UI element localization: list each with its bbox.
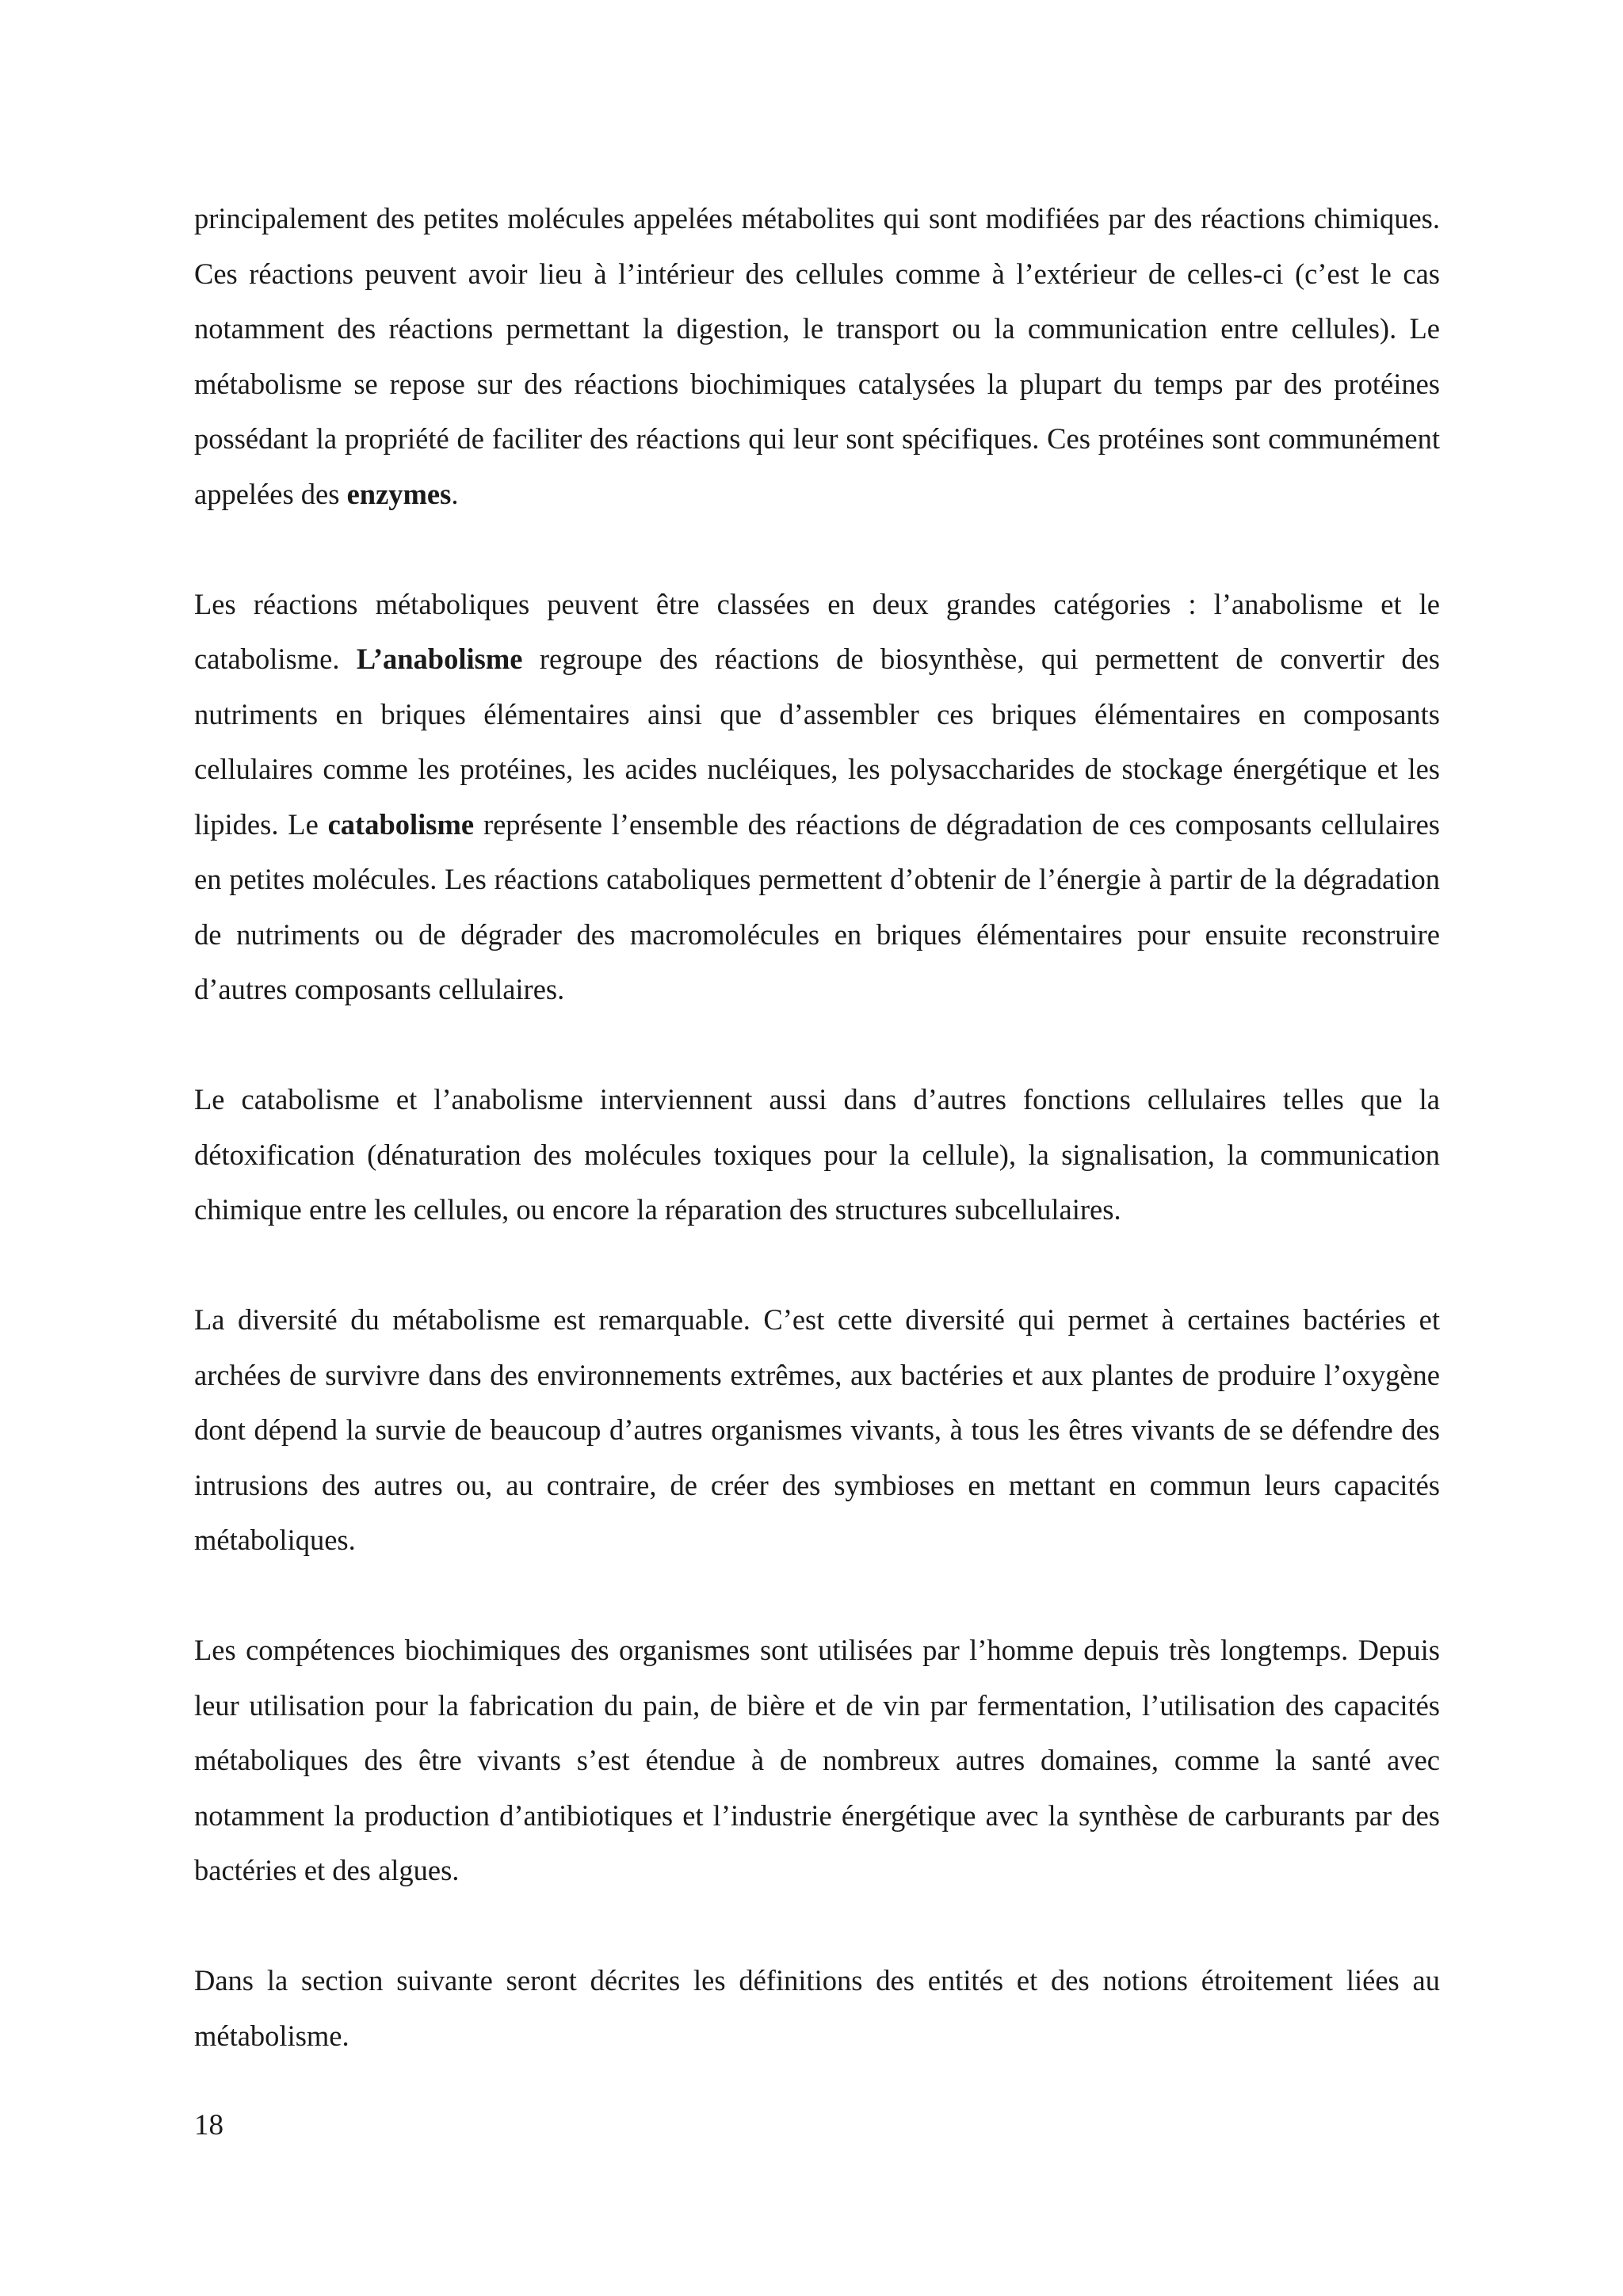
text-run: Les réactions métaboliques peuvent être classées en deux grandes catégories : l’anabolisme et le catabolisme. (194, 587, 1440, 675)
text-run: Dans la section suivante seront décrites les définitions des entités et des notions étroitement liées au métabolisme. (194, 1964, 1440, 2052)
paragraph-next-section (194, 1953, 1440, 2063)
text-run: La diversité du métabolisme est remarquable. C’est cette diversité qui permet à certaines bactéries et archées de survivre dans des environnements extrêmes, aux bactéries et aux plantes de produire l’oxygène dont dépend la survie de beaucoup d’autres organismes vivants, à tous les êtres vivants de se défendre des intrusions des autres ou, au contraire, de créer des symbioses en mettant en commun leurs capacités métaboliques. (194, 1303, 1440, 1556)
text-run: regroupe des réactions de biosynthèse, qui permettent de convertir des nutriments en briques élémentaires ainsi que d’assembler ces briques élémentaires en composants cellulaires comme les protéines, les acides nucléiques, les polysaccharides de stockage énergétique et les lipides. Le (194, 643, 1440, 841)
text-run: Les compétences biochimiques des organismes sont utilisées par l’homme depuis très longtemps. Depuis leur utilisation pour la fabrication du pain, de bière et de vin par fermentation, l’utilisation des capacités métaboliques des être vivants s’est étendue à de nombreux autres domaines, comme la santé avec notamment la production d’antibiotiques et l’industrie énergétique avec la synthèse de carburants par des bactéries et des algues. (194, 1634, 1440, 1886)
text-run: représente l’ensemble des réactions de dégradation de ces composants cellulaires en petites molécules. Les réactions cataboliques permettent d’obtenir de l’énergie à partir de la dégradation de nutriments ou de dégrader des macromolécules en briques élémentaires pour ensuite reconstruire d’autres composants cellulaires. (194, 807, 1440, 1005)
paragraph-metabolites (194, 191, 1440, 521)
paragraph-diversity (194, 1292, 1440, 1568)
paragraph-anabolism-catabolism (194, 577, 1440, 1017)
paragraph-other-functions (194, 1072, 1440, 1238)
term-catabolisme: catabolisme (327, 807, 475, 841)
page-body (194, 191, 1440, 2063)
text-run: . (451, 477, 459, 510)
page-number: 18 (194, 2109, 223, 2142)
paragraph-human-use (194, 1623, 1440, 1898)
text-run: Le catabolisme et l’anabolisme interviennent aussi dans d’autres fonctions cellulaires telles que la détoxification (dénaturation des molécules toxiques pour la cellule), la signalisation, la communication chimique entre les cellules, ou encore la réparation des structures subcellulaires. (194, 1083, 1440, 1226)
text-run: principalement des petites molécules appelées métabolites qui sont modifiées par des réactions chimiques. Ces réactions peuvent avoir lieu à l’intérieur des cellules comme à l’extérieur de celles-ci (c’est le cas notamment des réactions permettant la digestion, le transport ou la communication entre cellules). Le métabolisme se repose sur des réactions biochimiques catalysées la plupart du temps par des protéines possédant la propriété de faciliter des réactions qui leur sont spécifiques. Ces protéines sont communément appelées des (194, 202, 1440, 510)
term-enzymes: enzymes (346, 477, 452, 510)
term-anabolisme: L’anabolisme (356, 643, 523, 675)
